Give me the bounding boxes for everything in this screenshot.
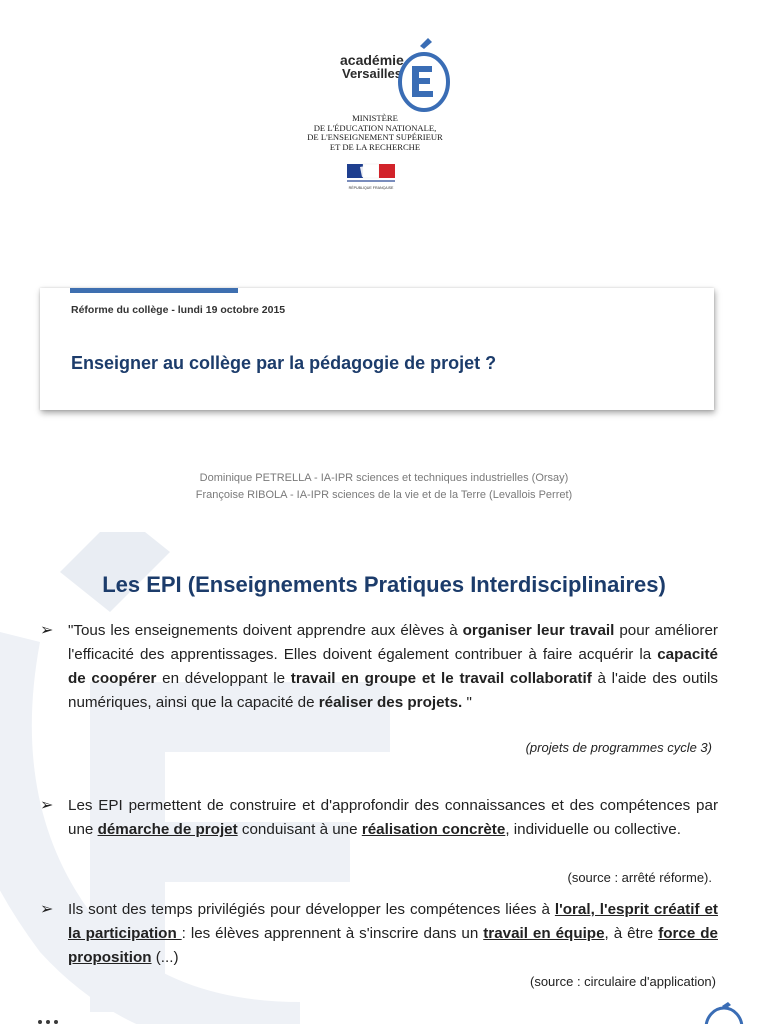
epi-heading: Les EPI (Enseignements Pratiques Interdisciplinaires): [102, 572, 666, 597]
bullet-text-segment: , à être: [604, 925, 659, 942]
bullet-text-segment: ": [462, 694, 472, 711]
arrowhead-bullet-icon: ➢: [40, 622, 54, 639]
corner-dots-icon: [36, 1018, 66, 1024]
ministry-line: DE L'ENSEIGNEMENT SUPÉRIEUR: [307, 132, 443, 142]
bullet-text: [68, 898, 718, 970]
bullet-text-segment: "Tous les enseignements doivent apprendre aux élèves à: [68, 622, 463, 639]
academie-versailles-logo: [290, 32, 460, 197]
ministry-line: MINISTÈRE: [352, 113, 398, 123]
bullet-text-segment: Ils sont des temps privilégiés pour développer les compétences liées à: [68, 901, 555, 918]
bullet-text-segment: travail en équipe: [483, 925, 605, 942]
ministry-line: DE L'ÉDUCATION NATIONALE,: [313, 122, 437, 133]
arrowhead-bullet-icon: ➢: [40, 901, 54, 918]
bullet-text-segment: pour améliorer l'efficacité des apprentissages. Elles doivent également contribuer à faire acquérir la: [68, 622, 718, 663]
corner-logo-icon: [696, 1002, 746, 1024]
authors-block: [0, 470, 768, 504]
bullet-text-segment: l'oral, l'esprit créatif et la participation: [68, 901, 718, 942]
ministry-text: [290, 114, 460, 152]
source-note: (source : arrêté réforme).: [567, 870, 712, 885]
source-note: (projets de programmes cycle 3): [525, 740, 712, 755]
academie-e-logo-icon: [390, 36, 452, 114]
bullet-text-segment: capacité de coopérer: [68, 646, 718, 687]
bullet-text-segment: force de proposition: [68, 925, 718, 966]
bullet-text-segment: Les EPI permettent de construire et d'approfondir des connaissances et des compétences par une: [68, 797, 718, 838]
slide-subtitle: Réforme du collège - lundi 19 octobre 2015: [71, 304, 286, 316]
bullet-text-segment: réalisation concrète: [361, 821, 506, 838]
bullet-text-segment: : les élèves apprennent à s'inscrire dans un: [181, 925, 484, 942]
bullet-item: [40, 898, 720, 978]
bullet-text-segment: à l'aide des outils numériques, ainsi que la capacité de: [68, 670, 718, 711]
bullet-text: [68, 619, 718, 715]
arrowhead-bullet-icon: ➢: [40, 797, 54, 814]
logo-versailles-text: Versailles: [342, 66, 402, 81]
bullet-text-segment: conduisant à une: [237, 821, 362, 838]
bullet-text-segment: en développant le: [156, 670, 291, 687]
bullet-text: [68, 794, 718, 842]
epi-slide: [0, 532, 768, 1024]
bullet-text-segment: travail en groupe et le travail collaboratif: [290, 670, 592, 687]
republic-text: RÉPUBLIQUE FRANÇAISE: [348, 186, 394, 190]
bullet-text-segment: (...): [151, 949, 179, 966]
bullet-text-segment: démarche de projet: [97, 821, 238, 838]
marianne-logo-icon: [346, 163, 398, 193]
bullet-text-segment: , individuelle ou collective.: [505, 821, 681, 838]
source-note: (source : circulaire d'application): [529, 974, 716, 989]
logo-academie-text: académie: [340, 52, 404, 68]
title-accent-bar: [70, 288, 238, 293]
bullet-text-segment: réaliser des projets.: [318, 694, 463, 711]
bullet-item: [40, 794, 720, 874]
author-line: Françoise RIBOLA - IA-IPR sciences de la vie et de la Terre (Levallois Perret): [195, 489, 573, 501]
bullet-text-segment: organiser leur travail: [462, 622, 615, 639]
title-card: [40, 288, 714, 410]
ministry-line: ET DE LA RECHERCHE: [329, 141, 421, 152]
bullet-item: [40, 619, 720, 729]
slide-title: Enseigner au collège par la pédagogie de projet ?: [71, 353, 497, 373]
author-line: Dominique PETRELLA - IA-IPR sciences et techniques industrielles (Orsay): [199, 472, 569, 484]
